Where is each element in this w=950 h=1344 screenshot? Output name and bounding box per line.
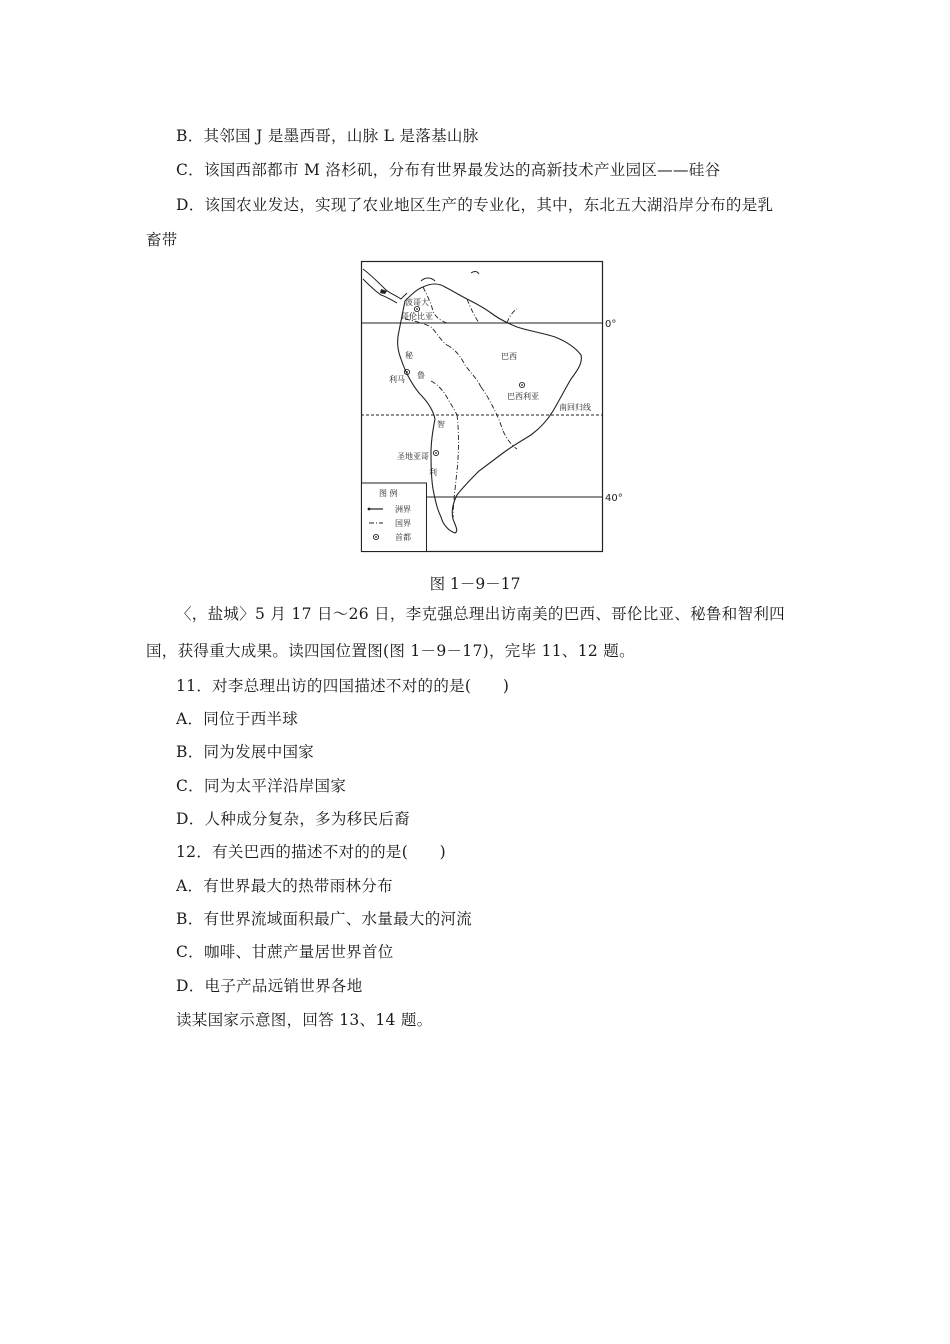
label-lima: 利马: [389, 375, 405, 384]
label-brazil: 巴西: [501, 352, 517, 361]
q11-option-c: C．同为太平洋沿岸国家: [176, 777, 347, 795]
label-tropic: 南回归线: [559, 403, 591, 412]
q11-option-d: D．人种成分复杂，多为移民后裔: [176, 810, 410, 828]
q11-stem: 11．对李总理出访的四国描述不对的的是( ): [176, 677, 510, 695]
q12-option-d: D．电子产品远销世界各地: [176, 977, 363, 995]
option-d-line2: 畜带: [146, 231, 178, 249]
legend-national-boundary: 国界: [395, 519, 411, 528]
legend-title: 图 例: [379, 489, 398, 498]
legend-continent-boundary: 洲界: [395, 505, 411, 514]
q11-option-b: B．同为发展中国家: [176, 743, 315, 761]
option-c: C．该国西部都市 M 洛杉矶，分布有世界最发达的高新技术产业园区——硅谷: [176, 161, 721, 179]
label-bogota: 波哥大: [405, 298, 429, 307]
label-lat-0: 0°: [605, 319, 617, 330]
q11-option-a: A．同位于西半球: [176, 710, 299, 728]
option-d-line1: D．该国农业发达，实现了农业地区生产的专业化，其中，东北五大湖沿岸分布的是乳: [176, 196, 774, 214]
legend-capital: 首都: [395, 533, 411, 542]
label-peru-1: 秘: [405, 351, 413, 360]
q12-option-b: B．有世界流域面积最广、水量最大的河流: [176, 910, 473, 928]
q12-option-a: A．有世界最大的热带雨林分布: [176, 877, 393, 895]
q12-stem: 12．有关巴西的描述不对的的是( ): [176, 843, 447, 861]
label-chile-1: 智: [437, 420, 445, 429]
intro-line2: 国，获得重大成果。读四国位置图(图 1－9－17)，完毕 11、12 题。: [146, 642, 635, 660]
label-lat-40: 40°: [605, 493, 623, 504]
label-chile-2: 利: [429, 468, 437, 477]
next-question-intro: 读某国家示意图，回答 13、14 题。: [176, 1011, 433, 1029]
label-colombia: 哥伦比亚: [401, 312, 433, 321]
option-b: B．其邻国 J 是墨西哥，山脉 L 是落基山脉: [176, 127, 479, 145]
label-brasilia: 巴西利亚: [507, 392, 539, 401]
map-legend: [362, 483, 427, 552]
south-america-map: [361, 261, 623, 552]
q12-option-c: C．咖啡、甘蔗产量居世界首位: [176, 943, 394, 961]
figure-caption: 图 1－9－17: [429, 575, 521, 593]
label-peru-2: 鲁: [417, 371, 425, 380]
label-santiago: 圣地亚哥: [397, 452, 429, 461]
intro-line1: 〈，盐城〉5 月 17 日～26 日，李克强总理出访南美的巴西、哥伦比亚、秘鲁和智利四: [176, 605, 785, 623]
